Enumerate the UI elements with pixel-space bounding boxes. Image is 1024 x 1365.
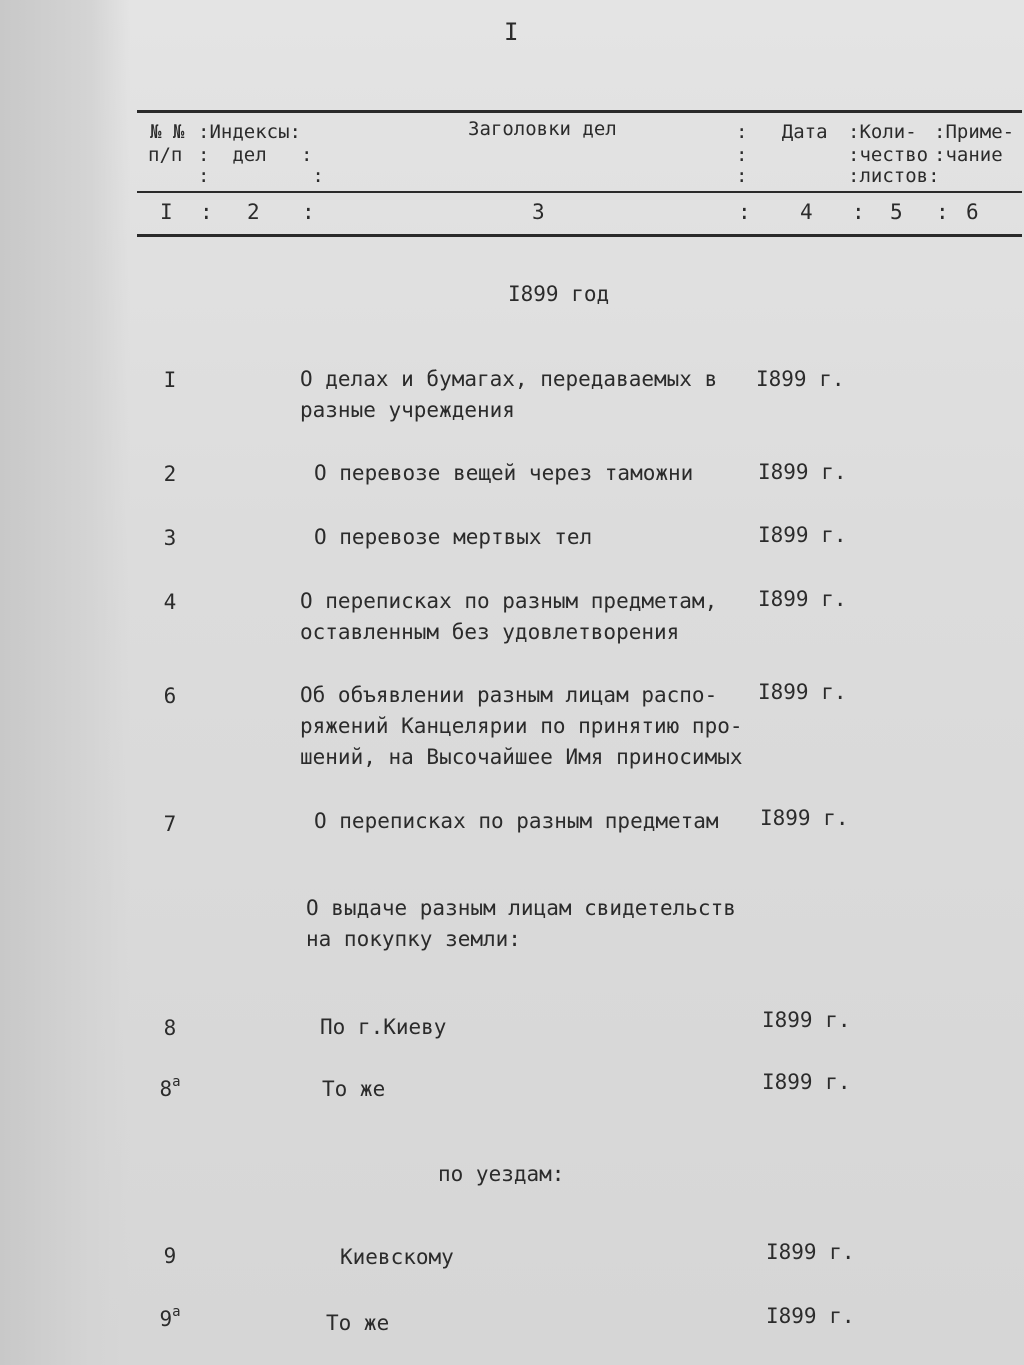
header-sheets-label-2: :чество — [848, 144, 929, 166]
header-index-label-2: : дел : — [198, 144, 313, 166]
row-title: О переписках по разным предметам — [314, 809, 719, 833]
row-title: Киевскому — [340, 1245, 454, 1269]
column-number-6: 6 — [966, 200, 979, 224]
header-sheets-label-3: :листов: — [848, 165, 940, 187]
header-index-label-1: :Индексы: — [198, 121, 301, 143]
year-heading: I899 год — [508, 282, 610, 306]
column-number-5: 5 — [890, 200, 903, 224]
column-separator: : — [738, 200, 751, 224]
header-date-sep-1: : — [736, 144, 748, 166]
column-number-3: 3 — [532, 200, 545, 224]
row-title: О переписках по разным предметам, оставленным без удовлетворения — [300, 589, 718, 644]
row-date: I899 г. — [760, 806, 849, 830]
row-date: I899 г. — [758, 523, 847, 547]
row-date: I899 г. — [758, 587, 847, 611]
table-header-rule — [137, 191, 1022, 193]
row-date: I899 г. — [758, 460, 847, 484]
header-sheets-label-1: :Коли- — [848, 121, 917, 143]
column-separator: : — [302, 200, 315, 224]
table-top-rule — [137, 110, 1022, 113]
column-number-2: 2 — [247, 200, 260, 224]
column-number-1: I — [160, 200, 173, 224]
row-title: О делах и бумагах, передаваемых в разные учреждения — [300, 367, 718, 422]
page-edge-shadow — [0, 0, 130, 1365]
row-title: О перевозе мертвых тел — [314, 525, 593, 549]
row-date: I899 г. — [758, 680, 847, 704]
row-number: 9 — [163, 1244, 177, 1268]
row-number: I — [163, 368, 177, 392]
row-number: $9^а$ — [159, 1304, 181, 1331]
row-number: 3 — [163, 526, 177, 550]
header-notes-label-2: :чание — [934, 144, 1003, 166]
header-titles-label: Заголовки дел — [468, 118, 617, 140]
row-number: 7 — [163, 812, 177, 836]
section-heading: по уездам: — [438, 1162, 565, 1186]
row-number: 4 — [163, 590, 177, 614]
row-number: 6 — [163, 684, 177, 708]
row-date: I899 г. — [762, 1070, 851, 1094]
column-separator: : — [936, 200, 949, 224]
row-number: 8 — [163, 1016, 177, 1040]
group-heading: О выдаче разным лицам свидетельств на покупку земли: — [306, 896, 736, 951]
row-title: То же — [326, 1311, 390, 1335]
row-date: I899 г. — [756, 367, 845, 391]
row-title: Об объявлении разным лицам распо- ряжений Канцелярии по принятию про- шений, на Высочайшее Имя приносимых — [300, 683, 743, 769]
header-notes-label-1: :Приме- — [934, 121, 1015, 143]
row-number: $8^а$ — [159, 1074, 181, 1101]
row-date: I899 г. — [766, 1304, 855, 1328]
row-title: То же — [322, 1077, 386, 1101]
table-numbers-rule — [137, 234, 1022, 237]
row-date: I899 г. — [762, 1008, 851, 1032]
column-number-4: 4 — [800, 200, 813, 224]
row-number: 2 — [163, 462, 177, 486]
header-number-label-1: № № — [150, 121, 185, 143]
header-date-sep-2: : — [736, 165, 748, 187]
header-number-label-2: п/п — [148, 144, 183, 166]
row-title: По г.Киеву — [320, 1015, 447, 1039]
header-index-label-3: : : — [198, 165, 324, 187]
row-title: О перевозе вещей через таможни — [314, 461, 694, 485]
page-number: I — [504, 18, 519, 46]
column-separator: : — [852, 200, 865, 224]
header-date-label: : Дата — [736, 121, 828, 143]
column-separator: : — [200, 200, 213, 224]
row-date: I899 г. — [766, 1240, 855, 1264]
